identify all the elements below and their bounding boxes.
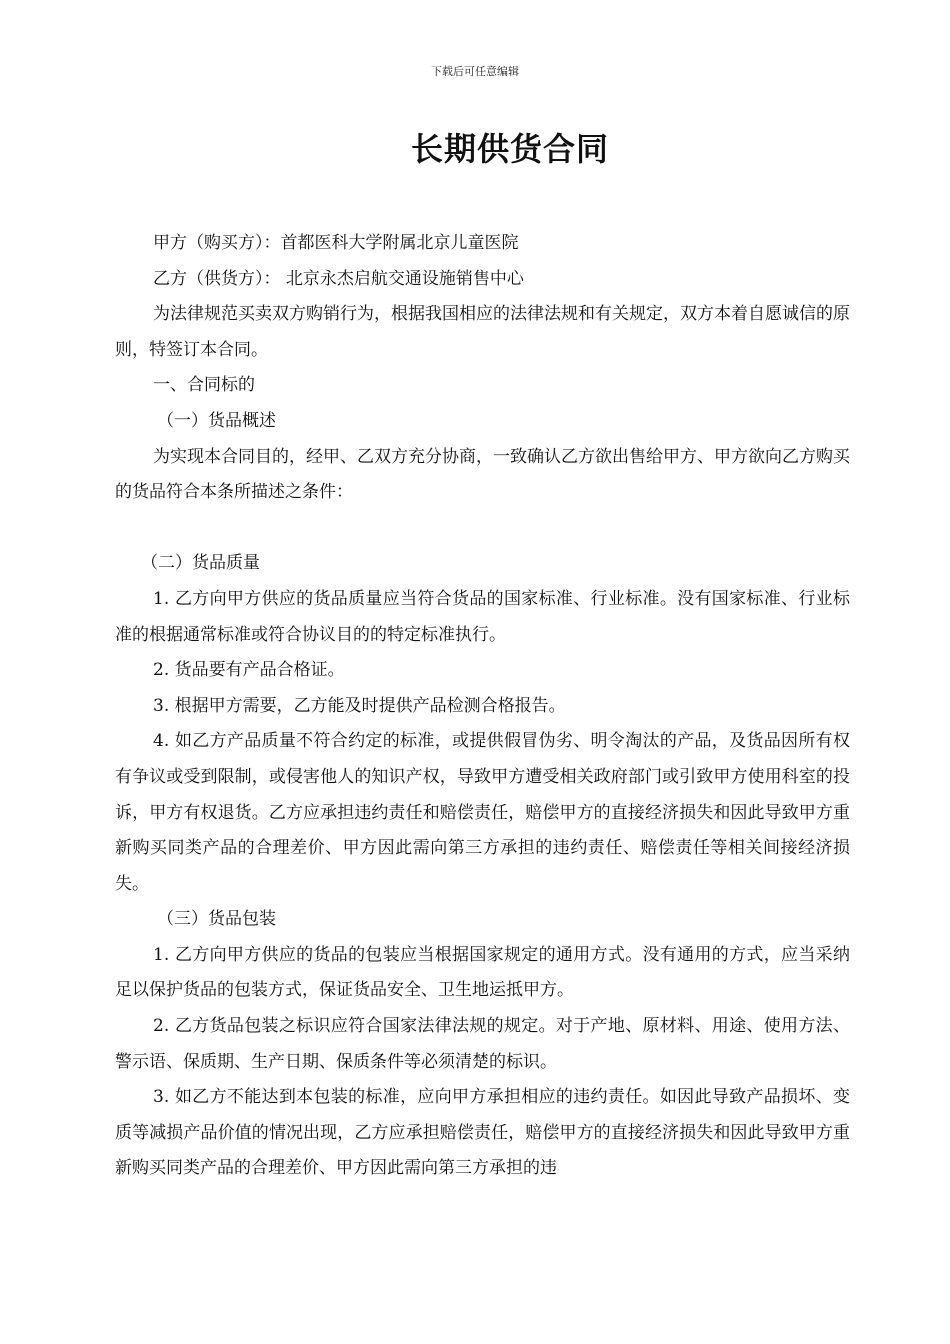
quality-clause-2: 2. 货品要有产品合格证。 [153,660,345,681]
subsection-heading-2: （二）货品质量 [141,553,260,574]
packaging-clause-3: 3. 如乙方不能达到本包装的标准，应向甲方承担相应的违约责任。如因此导致产品损坏、变质等减损产品价值的情况出现，乙方应承担赔偿责任，赔偿甲方的直接经济损失和因此导致甲方重新购买同类产品的合理差价、甲方因此需向第三方承担的违 [115,1087,850,1179]
subsection-heading-3: （三）货品包装 [157,909,276,930]
subsection-1-paragraph: 为实现本合同目的，经甲、乙双方充分协商，一致确认乙方欲出售给甲方、甲方欲向乙方购买的货品符合本条所描述之条件： [115,446,850,503]
document-title: 长期供货合同 [410,130,609,168]
packaging-clause-2: 2. 乙方货品包装之标识应符合国家法律法规的规定。对于产地、原材料、用途、使用方法、警示语、保质期、生产日期、保质条件等必须清楚的标识。 [115,1016,850,1072]
document-body [115,226,850,1187]
blank-line [115,511,850,547]
preamble-paragraph: 为法律规范买卖双方购销行为，根据我国相应的法律法规和有关规定，双方本着自愿诚信的原则，特签订本合同。 [115,304,850,360]
quality-clause-3: 3. 根据甲方需要，乙方能及时提供产品检测合格报告。 [153,695,566,716]
party-b-line: 乙方（供货方）： 北京永杰启航交通设施销售中心 [153,268,524,289]
quality-clause-4: 4. 如乙方产品质量不符合约定的标准，或提供假冒伪劣、明令淘汰的产品，及货品因所有权有争议或受到限制，或侵害他人的知识产权，导致甲方遭受相关政府部门或引致甲方使用科室的投诉，甲方有权退货。乙方应承担违约责任和赔偿责任，赔偿甲方的直接经济损失和因此导致甲方重新购买同类产品的合理差价、甲方因此需向第三方承担的违约责任、赔偿责任等相关间接经济损失。 [115,731,850,894]
subsection-heading-1: （一）货品概述 [157,410,276,431]
quality-clause-1: 1. 乙方向甲方供应的货品质量应当符合货品的国家标准、行业标准。没有国家标准、行业标准的根据通常标准或符合协议目的的特定标准执行。 [115,588,850,645]
party-a-line: 甲方（购买方）：首都医科大学附属北京儿童医院 [153,233,519,253]
section-heading-1: 一、合同标的 [153,375,255,396]
header-note: 下载后可任意编辑 [431,65,519,78]
packaging-clause-1: 1. 乙方向甲方供应的货品的包装应当根据国家规定的通用方式。没有通用的方式，应当采纳足以保护货品的包装方式，保证货品安全、卫生地运抵甲方。 [115,944,850,1001]
